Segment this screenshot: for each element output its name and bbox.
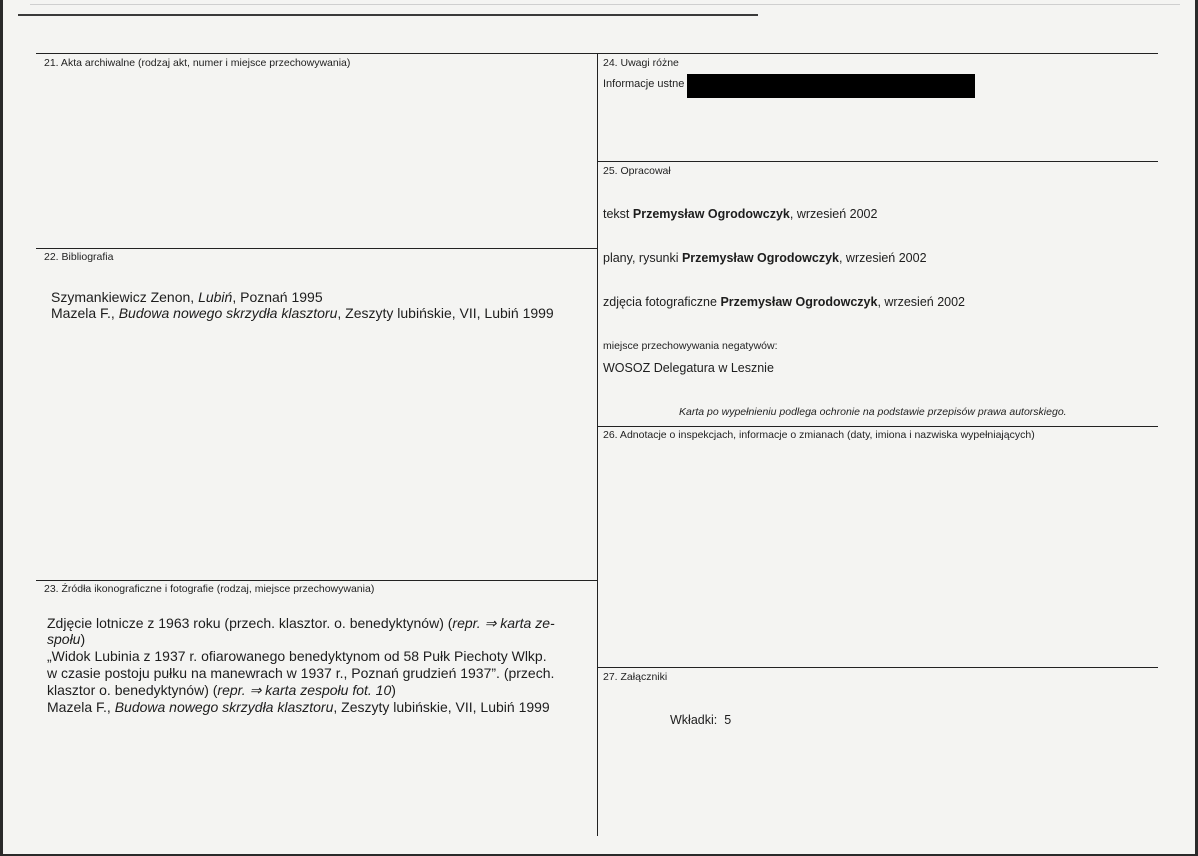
inserts-line: Wkładki: 5 <box>670 713 732 727</box>
section-23-border <box>36 580 597 581</box>
section-26-border <box>597 426 1158 427</box>
section-27-border <box>597 667 1158 668</box>
column-divider <box>597 53 598 836</box>
scan-top-rule-faint <box>30 4 1180 5</box>
plans-author-line: plany, rysunki Przemysław Ogrodowczyk, wrzesień 2002 <box>603 251 927 265</box>
section-22-label: 22. Bibliografia <box>44 251 114 263</box>
bibliography-entry-1: Szymankiewicz Zenon, Lubiń, Poznań 1995 <box>51 289 323 305</box>
iconography-line-6: Mazela F., Budowa nowego skrzydła klasztoru, Zeszyty lubińskie, VII, Lubiń 1999 <box>47 699 550 715</box>
text-author-line: tekst Przemysław Ogrodowczyk, wrzesień 2002 <box>603 207 878 221</box>
negatives-location-value: WOSOZ Delegatura w Lesznie <box>603 361 774 375</box>
iconography-line-1: Zdjęcie lotnicze z 1963 roku (przech. klasztor. o. benedyktynów) (repr. ⇒ karta ze- <box>47 615 555 631</box>
section-26-label: 26. Adnotacje o inspekcjach, informacje o zmianach (daty, imiona i nazwiska wypełniających) <box>603 429 1035 441</box>
section-22-border <box>36 248 597 249</box>
scan-edge-left <box>0 0 3 856</box>
section-21-label: 21. Akta archiwalne (rodzaj akt, numer i miejsce przechowywania) <box>44 57 351 69</box>
redaction-bar <box>687 74 975 98</box>
section-24-label: 24. Uwagi różne <box>603 57 679 69</box>
section-23-label: 23. Źródła ikonograficzne i fotografie (rodzaj, miejsce przechowywania) <box>44 583 375 595</box>
section-25-border <box>597 161 1158 162</box>
oral-info-label: Informacje ustne <box>603 78 685 90</box>
scan-top-rule <box>18 14 758 16</box>
iconography-line-5: klasztor o. benedyktynów) (repr. ⇒ karta zespołu fot. 10) <box>47 682 396 698</box>
section-27-label: 27. Załączniki <box>603 671 668 683</box>
bibliography-entry-2: Mazela F., Budowa nowego skrzydła klasztoru, Zeszyty lubińskie, VII, Lubiń 1999 <box>51 305 554 321</box>
negatives-location-label: miejsce przechowywania negatywów: <box>603 340 778 352</box>
iconography-line-3: „Widok Lubinia z 1937 r. ofiarowanego benedyktynom od 58 Pułk Piechoty Wlkp. <box>47 648 547 664</box>
iconography-line-4: w czasie postoju pułku na manewrach w 1937 r., Poznań grudzień 1937”. (przech. <box>47 665 555 681</box>
iconography-line-2: społu) <box>47 631 86 647</box>
copyright-note: Karta po wypełnieniu podlega ochronie na podstawie przepisów prawa autorskiego. <box>679 406 1067 418</box>
photos-author-line: zdjęcia fotograficzne Przemysław Ogrodowczyk, wrzesień 2002 <box>603 295 966 309</box>
section-25-label: 25. Opracował <box>603 165 671 177</box>
